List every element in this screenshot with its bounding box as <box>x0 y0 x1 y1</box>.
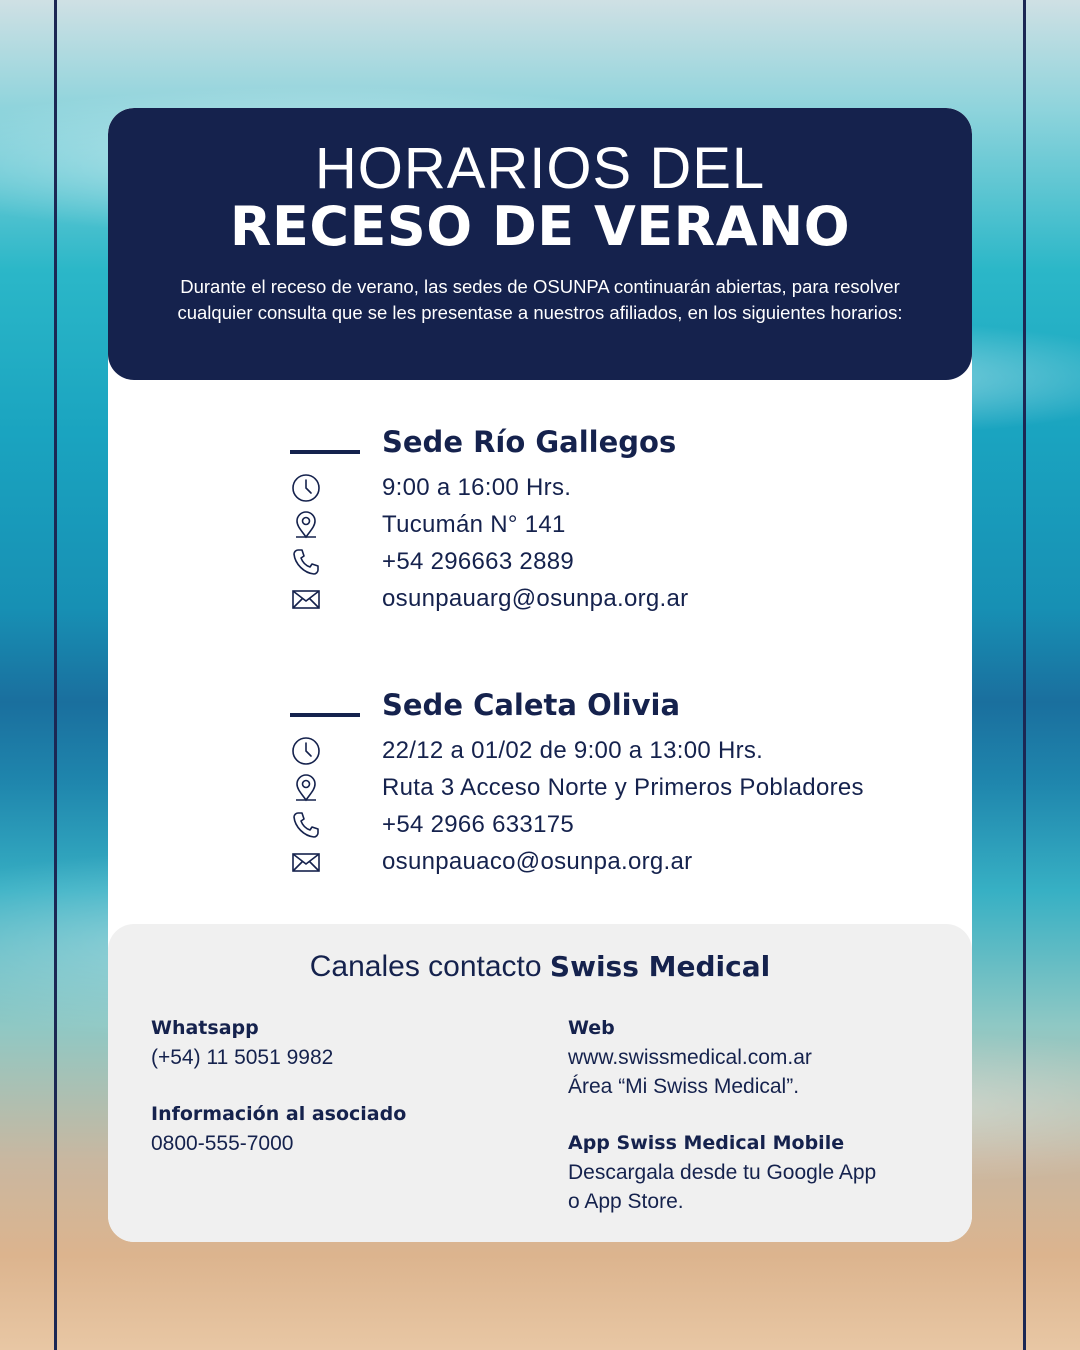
contact-title-prefix: Canales contacto <box>309 950 542 983</box>
phone-icon <box>290 546 322 578</box>
contact-title <box>108 950 972 984</box>
address-text: Ruta 3 Acceso Norte y Primeros Pobladores <box>382 774 864 801</box>
hours-row <box>290 472 930 504</box>
sede-name: Sede Río Gallegos <box>382 425 677 459</box>
phone-row <box>290 546 930 578</box>
clock-icon <box>290 472 322 504</box>
phone-row <box>290 809 930 841</box>
location-pin-icon <box>290 772 322 804</box>
address-row <box>290 509 930 541</box>
email-text[interactable]: osunpauarg@osunpa.org.ar <box>382 585 689 612</box>
phone-text[interactable]: +54 296663 2889 <box>382 548 575 575</box>
hours-row <box>290 735 930 767</box>
address-row <box>290 772 930 804</box>
hours-text: 22/12 a 01/02 de 9:00 a 13:00 Hrs. <box>382 737 764 764</box>
email-row <box>290 583 930 615</box>
header-banner <box>108 108 972 380</box>
frame-line-right <box>1023 0 1026 1350</box>
app-line-2: o App Store. <box>568 1190 684 1213</box>
email-row <box>290 846 930 878</box>
frame-line-left <box>54 0 57 1350</box>
info-card <box>108 108 972 1242</box>
sede-rule <box>290 713 360 717</box>
contact-title-brand: Swiss Medical <box>549 950 771 983</box>
app-label: App Swiss Medical Mobile <box>568 1132 845 1154</box>
envelope-icon <box>290 583 322 615</box>
sede-caleta-olivia <box>290 688 930 881</box>
sede-rule <box>290 450 360 454</box>
app-block <box>568 1129 948 1216</box>
location-pin-icon <box>290 509 322 541</box>
info-label: Información al asociado <box>151 1103 407 1125</box>
whatsapp-label: Whatsapp <box>151 1017 259 1039</box>
app-line-1: Descargala desde tu Google App <box>568 1161 877 1184</box>
sede-rio-gallegos <box>290 425 930 618</box>
web-url[interactable]: www.swissmedical.com.ar <box>568 1046 812 1069</box>
whatsapp-value[interactable]: (+54) 11 5051 9982 <box>151 1046 334 1069</box>
info-block <box>151 1100 531 1158</box>
info-value[interactable]: 0800-555-7000 <box>151 1132 294 1155</box>
whatsapp-block <box>151 1014 531 1072</box>
envelope-icon <box>290 846 322 878</box>
address-text: Tucumán N° 141 <box>382 511 566 538</box>
phone-text[interactable]: +54 2966 633175 <box>382 811 575 838</box>
email-text[interactable]: osunpauaco@osunpa.org.ar <box>382 848 693 875</box>
sede-name: Sede Caleta Olivia <box>382 688 681 722</box>
clock-icon <box>290 735 322 767</box>
phone-icon <box>290 809 322 841</box>
web-label: Web <box>568 1017 615 1039</box>
hours-text: 9:00 a 16:00 Hrs. <box>382 474 572 501</box>
title-line-2: RECESO DE VERANO <box>229 195 851 258</box>
web-area: Área “Mi Swiss Medical”. <box>568 1075 800 1098</box>
contact-panel <box>108 924 972 1242</box>
intro-text: Durante el receso de verano, las sedes de OSUNPA continuarán abiertas, para resolver cualquier consulta que se les presentase a nuestros afiliados, en los siguientes horarios: <box>177 276 903 323</box>
title-line-1: HORARIOS DEL <box>314 136 766 201</box>
web-block <box>568 1014 948 1101</box>
